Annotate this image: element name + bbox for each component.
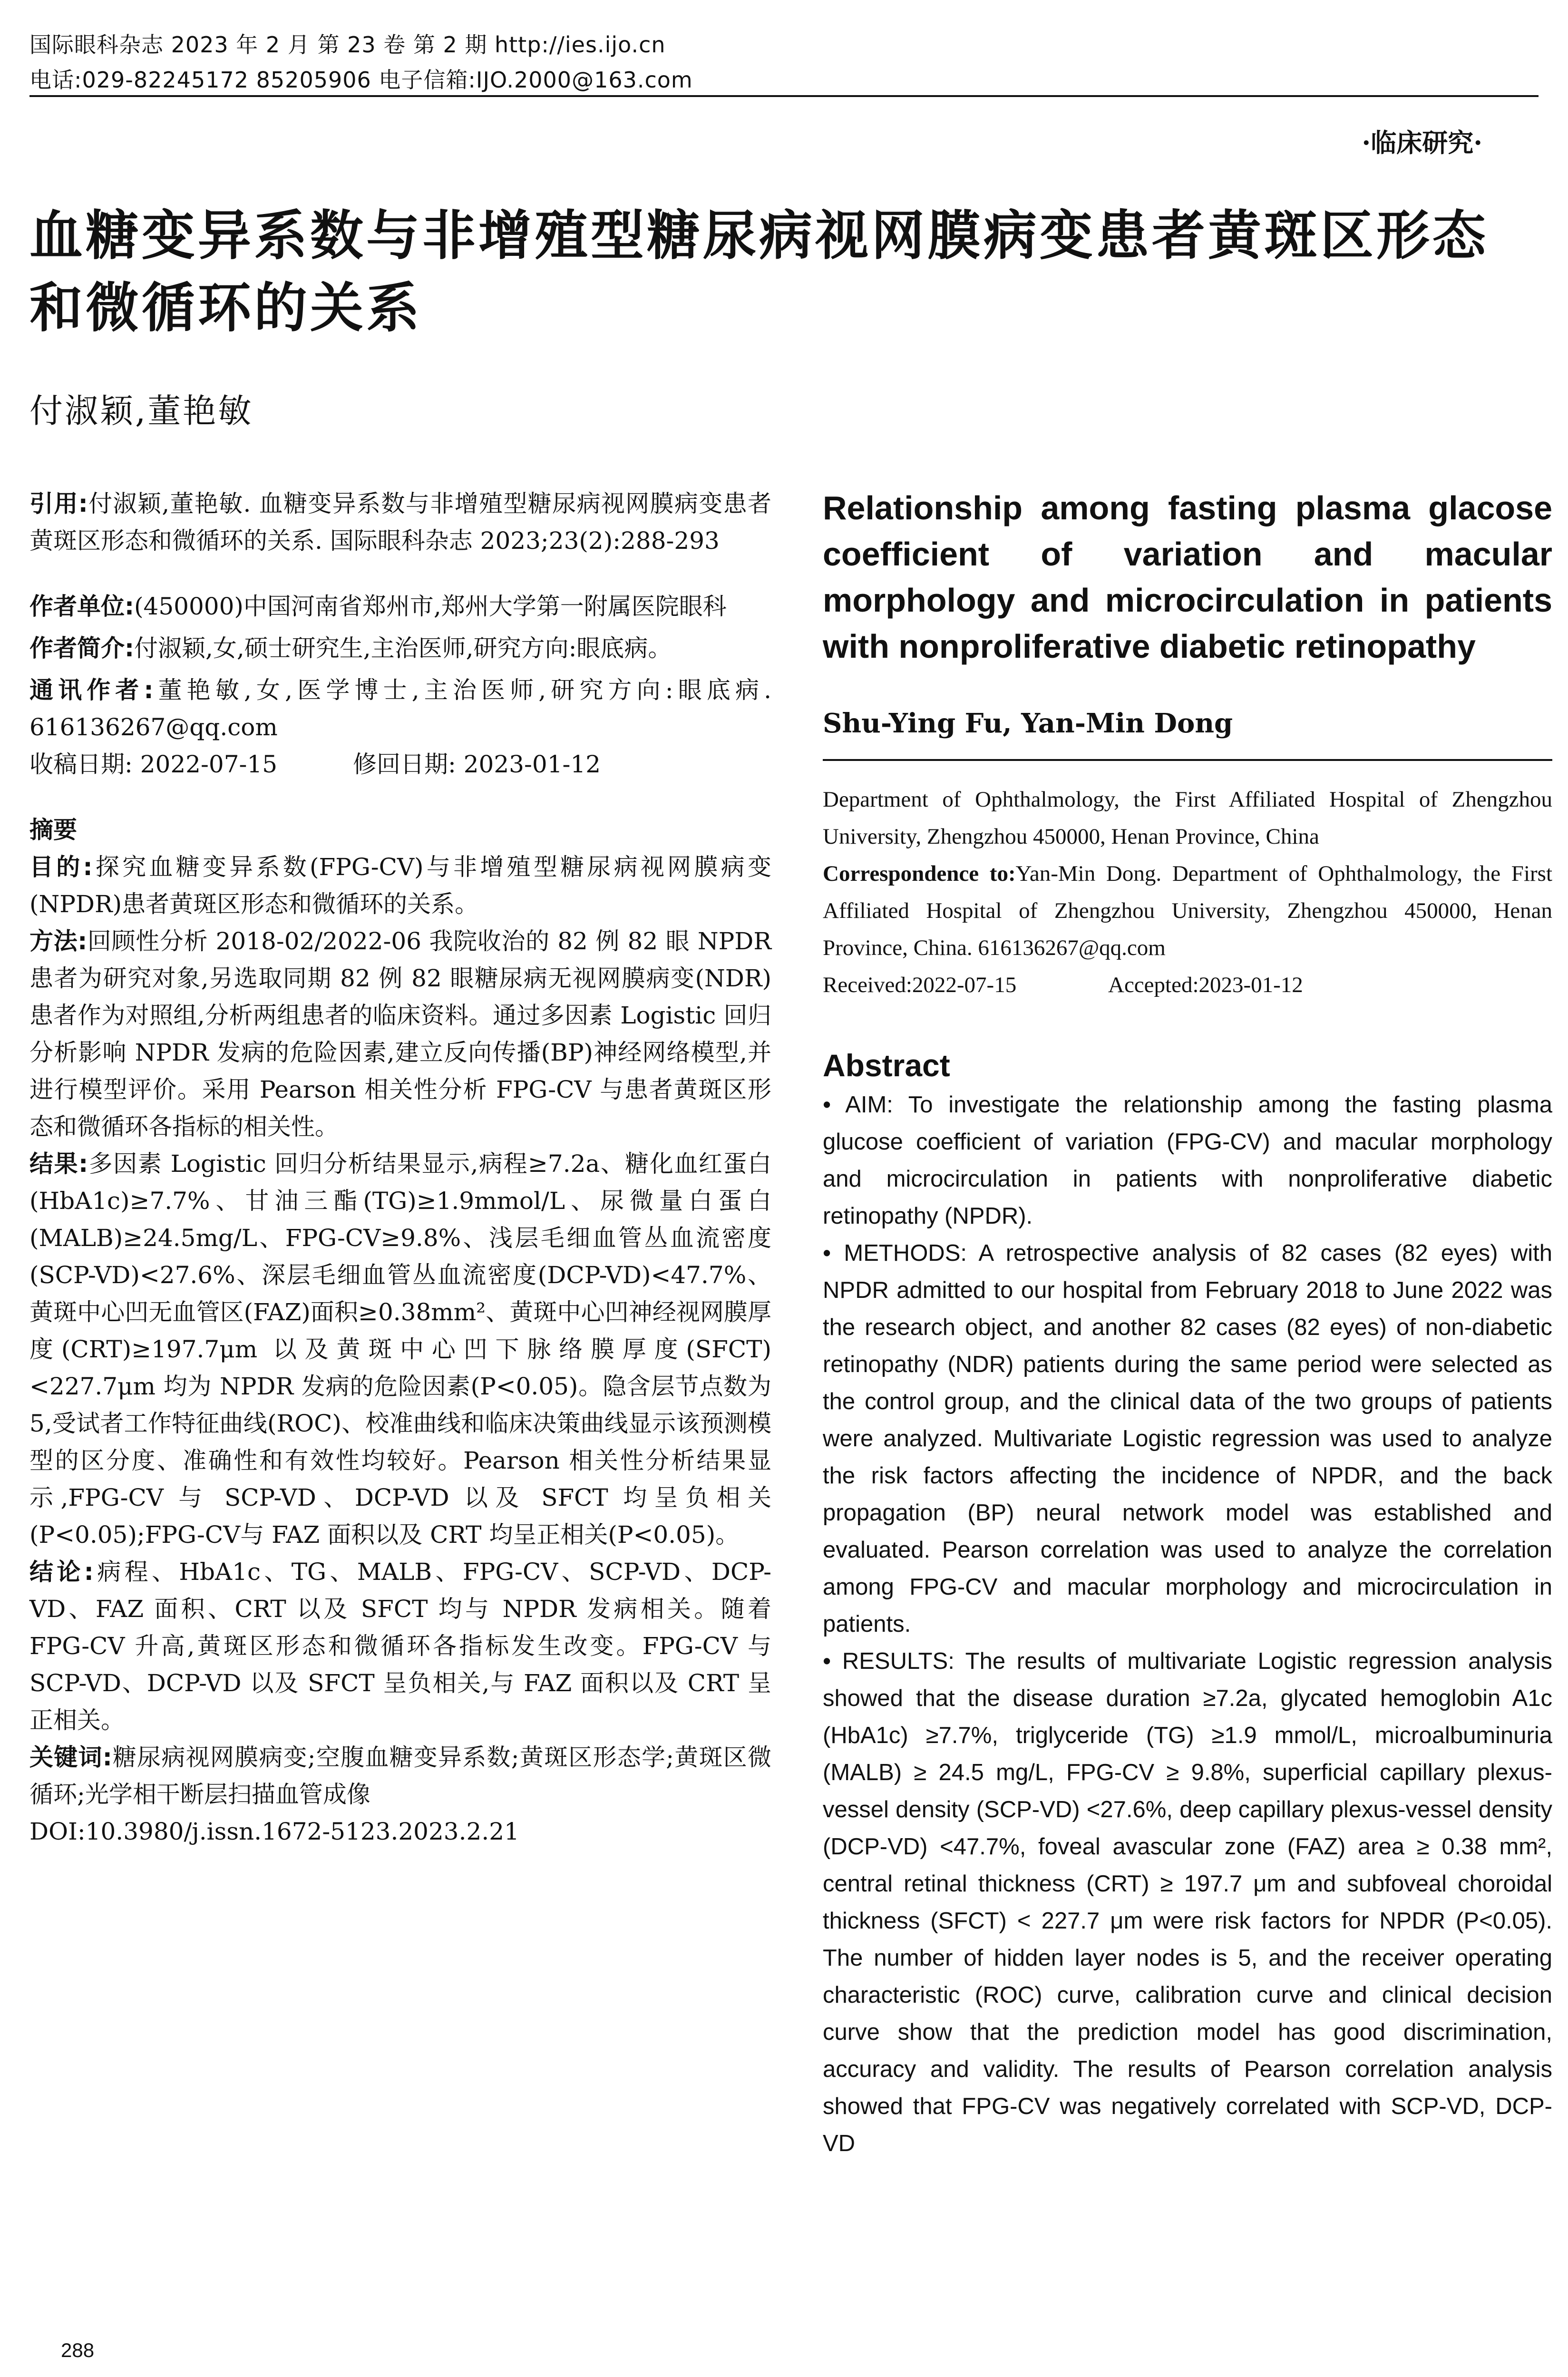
affiliation-text: (450000)中国河南省郑州市,郑州大学第一附属医院眼科 bbox=[134, 593, 727, 620]
page-number: 288 bbox=[61, 2339, 95, 2361]
journal-header-line1: 国际眼科杂志 2023 年 2 月 第 23 卷 第 2 期 http://ies.ijo.cn bbox=[29, 32, 666, 58]
received-date-cn: 收稿日期: 2022-07-15 bbox=[29, 750, 278, 778]
abstract-aim-cn bbox=[29, 848, 771, 923]
affiliation bbox=[29, 588, 771, 625]
abstract-conclusion-cn bbox=[29, 1553, 771, 1739]
conclusion-text: 病程、HbA1c、TG、MALB、FPG-CV、SCP-VD、DCP-VD、FAZ 面积、CRT 以及 SFCT 均与 NPDR 发病相关。随着 FPG-CV 升高,黄斑区形态和微循环各指标发生改变。FPG-CV 与 SCP-VD、DCP-VD 以及 SFCT 呈负相关,与 FAZ 面积以及 CRT 呈正相关。 bbox=[29, 1558, 772, 1734]
doi: DOI:10.3980/j.issn.1672-5123.2023.2.21 bbox=[29, 1818, 519, 1845]
accepted-date-en: Accepted:2023-01-12 bbox=[1108, 973, 1303, 997]
bio-text: 付淑颖,女,硕士研究生,主治医师,研究方向:眼底病。 bbox=[134, 634, 672, 662]
journal-header-line2: 电话:029-82245172 85205906 电子信箱:IJO.2000@163.com bbox=[29, 67, 693, 93]
results-text: 多因素 Logistic 回归分析结果显示,病程≥7.2a、糖化血红蛋白(HbA1c)≥7.7%、甘油三酯(TG)≥1.9mmol/L、尿微量白蛋白(MALB)≥24.5mg/L、FPG-CV≥9.8%、浅层毛细血管丛血流密度(SCP-VD)<27.6%、深层毛细血管丛血流密度(DCP-VD)<47.7%、黄斑中心凹无血管区(FAZ)面积≥0.38mm²、黄斑中心凹神经视网膜厚度(CRT)≥197.7μm 以及黄斑中心凹下脉络膜厚度(SFCT)<227.7μm 均为 NPDR 发病的危险因素(P<0.05)。隐含层节点数为 5,受试者工作特征曲线(ROC)、校准曲线和临床决策曲线显示该预测模型的区分度、准确性和有效性均较好。Pearson 相关性分析结果显示,FPG-CV 与 SCP-VD、DCP-VD 以及 SFCT 均呈负相关(P<0.05);FPG-CV与 FAZ 面积以及 CRT 均呈正相关(P<0.05)。 bbox=[29, 1150, 771, 1549]
affiliation-en: Department of Ophthalmology, the First Affiliated Hospital of Zhengzhou University, Zhengzhou 450000, Henan Province, China bbox=[823, 787, 1552, 849]
received-date-en: Received:2022-07-15 bbox=[823, 973, 1017, 997]
dates-en bbox=[823, 966, 1552, 1003]
abstract-heading-en: Abstract bbox=[823, 1048, 950, 1083]
dates-cn bbox=[29, 746, 771, 783]
abstract-methods-cn bbox=[29, 923, 771, 1145]
correspondence-en-text: Yan-Min Dong. Department of Ophthalmology, the First Affiliated Hospital of Zhengzhou University, Zhengzhou 450000, Henan Province, China. 616136267@qq.com bbox=[823, 861, 1552, 960]
abstract-heading-cn: 摘要 bbox=[29, 816, 77, 844]
authors-divider bbox=[823, 759, 1552, 761]
affiliation-label: 作者单位: bbox=[29, 593, 134, 620]
article-title-en: Relationship among fasting plasma glacose coefficient of variation and macular morphology and microcirculation in patients with nonproliferative diabetic retinopathy bbox=[823, 489, 1552, 665]
article-title-cn: 血糖变异系数与非增殖型糖尿病视网膜病变患者黄斑区形态和微循环的关系 bbox=[29, 205, 1489, 339]
methods-label: 方法: bbox=[29, 927, 88, 955]
correspondence-label: 通讯作者: bbox=[29, 676, 154, 704]
affiliation-block-en bbox=[823, 781, 1552, 1003]
abstract-methods-en: • METHODS: A retrospective analysis of 82 cases (82 eyes) with NPDR admitted to our hospital from February 2018 to June 2022 was the research object, and another 82 cases (82 eyes) of non-diabetic retinopathy (NDR) patients during the same period were selected as the control group, and the clinical data of the two groups of patients were analyzed. Multivariate Logistic regression was used to analyze the risk factors affecting the incidence of NPDR, and the back propagation (BP) neural network model was established and evaluated. Pearson correlation was used to analyze the correlation among FPG-CV and macular morphology and microcirculation in patients. bbox=[823, 1240, 1552, 1637]
left-column bbox=[29, 485, 771, 1850]
abstract-results-en: • RESULTS: The results of multivariate Logistic regression analysis showed that the disease duration ≥7.2a, glycated hemoglobin A1c (HbA1c) ≥7.7%, triglyceride (TG) ≥1.9 mmol/L, microalbuminuria (MALB) ≥ 24.5 mg/L, FPG-CV ≥ 9.8%, superficial capillary plexus-vessel density (SCP-VD) <27.6%, deep capillary plexus-vessel density (DCP-VD) <47.7%, foveal avascular zone (FAZ) area ≥ 0.38 mm², central retinal thickness (CRT) ≥ 197.7 μm and subfoveal choroidal thickness (SFCT) < 227.7 μm were risk factors for NPDR (P<0.05). The number of hidden layer nodes is 5, and the receiver operating characteristic (ROC) curve, calibration curve and clinical decision curve show that the prediction model has good discrimination, accuracy and validity. The results of Pearson correlation analysis showed that FPG-CV was negatively correlated with SCP-VD, DCP-VD bbox=[823, 1648, 1552, 2156]
correspondence-en-label: Correspondence to: bbox=[823, 861, 1016, 886]
methods-text: 回顾性分析 2018-02/2022-06 我院收治的 82 例 82 眼 NPDR 患者为研究对象,另选取同期 82 例 82 眼糖尿病无视网膜病变(NDR)患者作为对照组,分析两组患者的临床资料。通过多因素 Logistic 回归分析影响 NPDR 发病的危险因素,建立反向传播(BP)神经网络模型,并进行模型评价。采用 Pearson 相关性分析 FPG-CV 与患者黄斑区形态和微循环各指标的相关性。 bbox=[29, 927, 771, 1140]
abstract-aim-en: • AIM: To investigate the relationship among the fasting plasma glucose coefficient of variation (FPG-CV) and macular morphology and microcirculation in patients with nonproliferative diabetic retinopathy (NPDR). bbox=[823, 1092, 1552, 1229]
citation bbox=[29, 485, 771, 559]
right-column bbox=[823, 485, 1552, 2162]
aim-label: 目的: bbox=[29, 853, 93, 881]
authors-en: Shu-Ying Fu, Yan-Min Dong bbox=[823, 708, 1233, 739]
correspondence-en bbox=[823, 855, 1552, 966]
abstract-results-cn bbox=[29, 1145, 771, 1553]
revised-date-cn: 修回日期: 2023-01-12 bbox=[353, 750, 601, 778]
citation-text: 付淑颖,董艳敏. 血糖变异系数与非增殖型糖尿病视网膜病变患者黄斑区形态和微循环的关系. 国际眼科杂志 2023;23(2):288-293 bbox=[29, 490, 771, 555]
bio-label: 作者简介: bbox=[29, 634, 134, 662]
author-bio bbox=[29, 630, 771, 667]
conclusion-label: 结论: bbox=[29, 1558, 94, 1586]
header-divider bbox=[29, 95, 1539, 97]
citation-label: 引用: bbox=[29, 490, 88, 517]
aim-text: 探究血糖变异系数(FPG-CV)与非增殖型糖尿病视网膜病变(NPDR)患者黄斑区形态和微循环的关系。 bbox=[29, 853, 771, 918]
keywords-text: 糖尿病视网膜病变;空腹血糖变异系数;黄斑区形态学;黄斑区微循环;光学相干断层扫描血管成像 bbox=[29, 1744, 771, 1808]
correspondence-cn bbox=[29, 672, 771, 746]
results-label: 结果: bbox=[29, 1150, 88, 1178]
section-tag: ·临床研究· bbox=[1362, 127, 1482, 158]
correspondence-text: 董艳敏,女,医学博士,主治医师,研究方向:眼底病. 616136267@qq.com bbox=[29, 676, 771, 741]
keywords-cn bbox=[29, 1739, 771, 1813]
keywords-label: 关键词: bbox=[29, 1744, 112, 1771]
authors-cn: 付淑颖,董艳敏 bbox=[29, 391, 253, 430]
